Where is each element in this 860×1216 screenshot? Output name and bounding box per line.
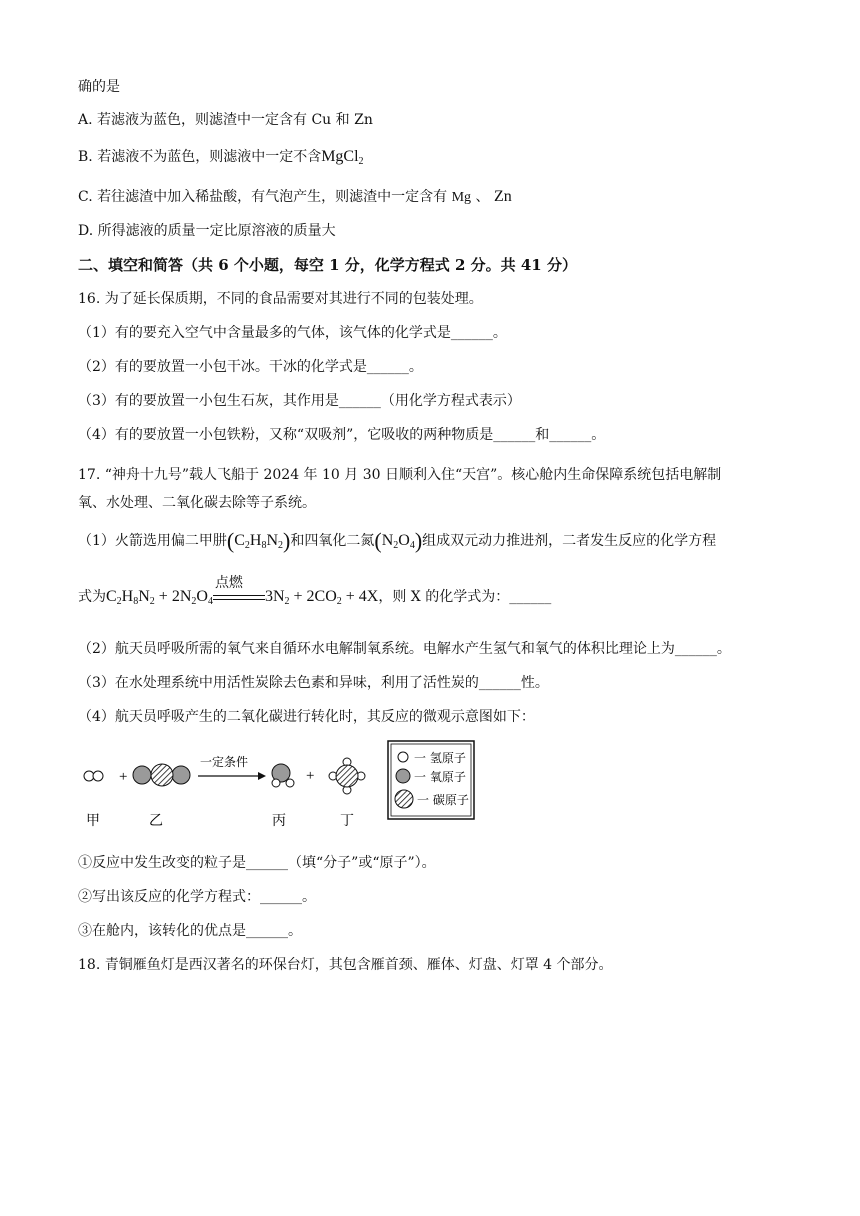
q17-part2: （2）航天员呼吸所需的氧气来自循环水电解制氧系统。电解水产生氢气和氧气的体积比理论上为______。 <box>78 641 731 657</box>
q15-tail: 确的是 <box>78 79 120 95</box>
q17-sub2: ②写出该反应的化学方程式：______。 <box>78 889 316 905</box>
q16-item-1: （1）有的要充入空气中含量最多的气体，该气体的化学式是______。 <box>78 325 507 341</box>
q16-item-3: （3）有的要放置一小包生石灰，其作用是______（用化学方程式表示） <box>78 393 521 409</box>
label-yi: 乙 <box>149 813 163 829</box>
plus-sign: + <box>119 769 128 785</box>
option-text: 若滤液不为蓝色，则滤液中一定不含 <box>97 149 322 165</box>
formula-c2h8n2: $C_2H_8N_2$ <box>234 532 284 551</box>
legend-carbon: 一 碳原子 <box>417 793 469 807</box>
q18-stem: 18. 青铜雁鱼灯是西汉著名的环保台灯，其包含雁首颈、雁体、灯盘、灯罩 4 个部分。 <box>78 957 613 973</box>
option-letter: B. <box>78 149 93 165</box>
q16-item-4: （4）有的要放置一小包铁粉，又称“双吸剂”，它吸收的两种物质是______和______。 <box>78 427 606 443</box>
formula-mg: Mg <box>451 190 472 205</box>
q17-part3: （3）在水处理系统中用活性炭除去色素和异味，利用了活性炭的______性。 <box>78 675 549 691</box>
option-letter: A. <box>78 112 93 128</box>
option-text: 若滤液为蓝色，则滤渣中一定含有 Cu 和 Zn <box>97 112 373 128</box>
label-ding: 丁 <box>340 813 354 829</box>
reaction-arrow <box>198 754 266 780</box>
legend-hydrogen: 一 氢原子 <box>414 751 466 765</box>
formula-mgcl2: MgCl$_2$ <box>321 148 364 167</box>
separator: 、 <box>475 189 490 205</box>
formula-n2o4: $N_2O_4$ <box>381 532 415 551</box>
legend-box <box>388 741 474 819</box>
molecule-bing <box>272 764 294 787</box>
reaction-micro-diagram <box>78 740 498 840</box>
q17-part1: （1）火箭选用偏二甲肼$(C_2H_8N_2)$和四氧化二氮$(N_2O_4)$组成双元动力推进剂，二者发生反应的化学方程 <box>78 528 717 553</box>
q17-sub3: ③在舱内，该转化的优点是______。 <box>78 923 302 939</box>
section-heading: 二、填空和简答（共 6 个小题，每空 1 分，化学方程式 2 分。共 41 分） <box>78 256 577 274</box>
reaction-condition: 一定条件 <box>200 755 249 769</box>
q17-sub1: ①反应中发生改变的粒子是______（填“分子”或“原子”）。 <box>78 855 436 871</box>
option-letter: D. <box>78 223 94 239</box>
reaction-arrow: 点燃 <box>213 590 265 604</box>
q17-equation-line: 式为$C_2H_8N_2 + 2N_2O_4$ 点燃 $3N_2 + 2CO_2 + 4X$，则 X 的化学式为：______ <box>78 576 552 607</box>
formula-zn: Zn <box>493 188 512 205</box>
molecule-yi <box>133 764 190 786</box>
option-text: 所得滤液的质量一定比原溶液的质量大 <box>97 223 336 239</box>
q17-stem-line1: 17. “神舟十九号”载人飞船于 2024 年 10 月 30 日顺利入住“天宫”。核心舱内生命保障系统包括电解制 <box>78 467 722 483</box>
q15-option-d <box>78 220 336 240</box>
option-letter: C. <box>78 189 93 205</box>
molecule-jia <box>84 771 103 781</box>
molecule-ding <box>329 758 365 794</box>
option-text: 若往滤渣中加入稀盐酸，有气泡产生，则滤渣中一定含有 <box>97 189 448 205</box>
q16-item-2: （2）有的要放置一小包干冰。干冰的化学式是______。 <box>78 359 423 375</box>
legend-oxygen: 一 氧原子 <box>414 770 466 784</box>
plus-sign: + <box>306 768 315 784</box>
q15-option-c <box>78 186 512 206</box>
label-jia: 甲 <box>86 813 100 829</box>
q17-part4: （4）航天员呼吸产生的二氧化碳进行转化时，其反应的微观示意图如下： <box>78 709 535 725</box>
q15-option-a <box>78 109 373 129</box>
q15-option-b <box>78 146 364 166</box>
q17-stem-line2: 氧、水处理、二氧化碳去除等子系统。 <box>78 495 316 511</box>
label-bing: 丙 <box>272 813 286 829</box>
q16-stem: 16. 为了延长保质期，不同的食品需要对其进行不同的包装处理。 <box>78 291 483 307</box>
chemical-equation: $C_2H_8N_2 + 2N_2O_4$ 点燃 $3N_2 + 2CO_2 + 4X$ <box>106 576 379 607</box>
